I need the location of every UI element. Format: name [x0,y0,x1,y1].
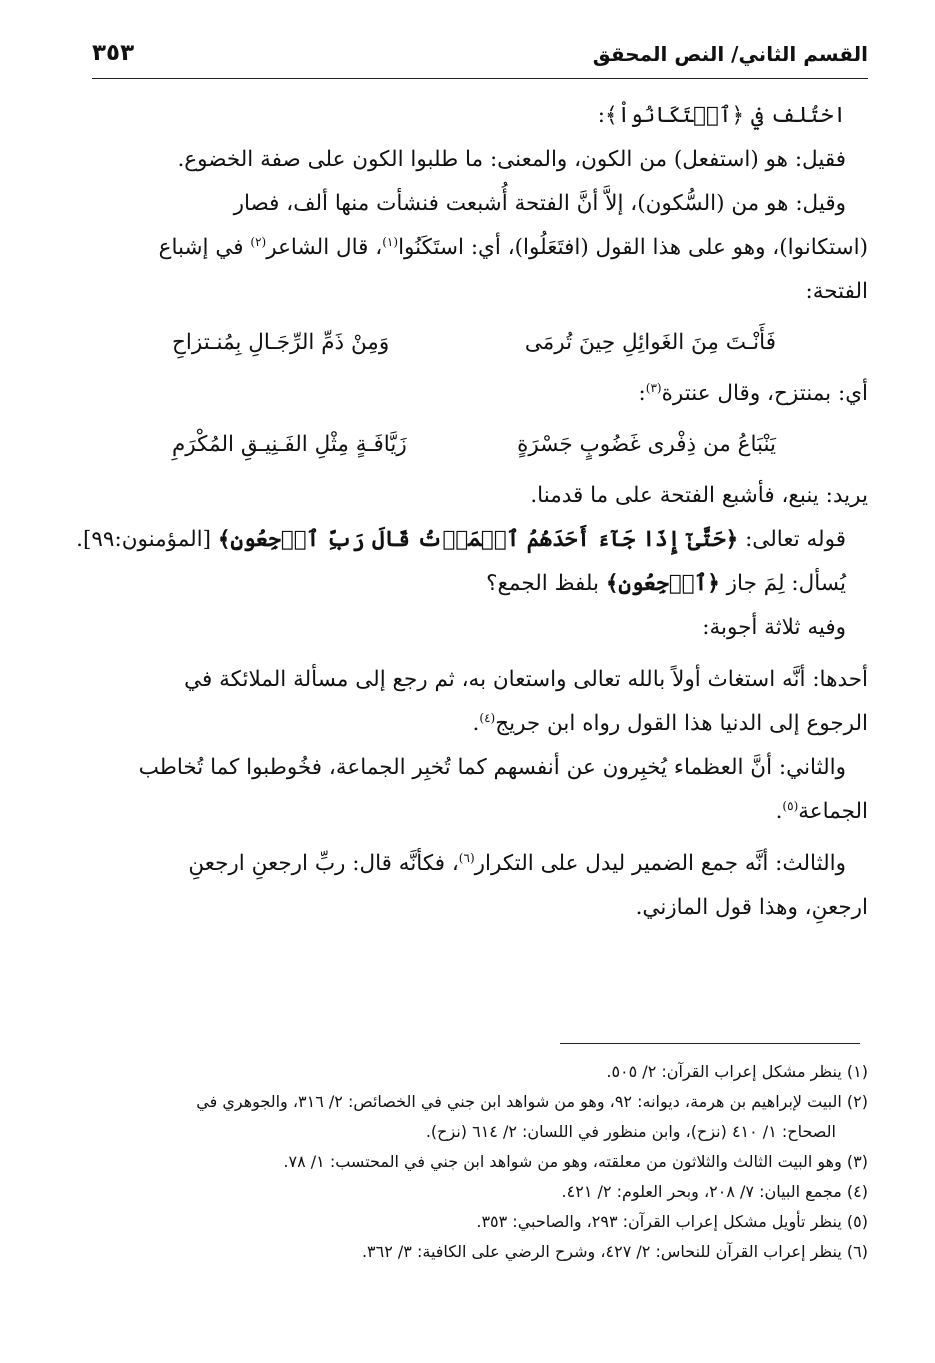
text-run: : [638,381,646,406]
footnote-2-line-2: الصحاح: ١/ ٤١٠ (نزح)، وابن منظور في اللسان: ٢/ ٦١٤ (نزح). [425,1122,836,1141]
paragraph-1: اختُلف في ﴿ٱسۡتَكَانُواْ﴾: [597,103,846,128]
paragraph-9-line-2 [92,702,868,746]
paragraph-7 [92,562,868,606]
text-run: بلفظ الجمع؟ [486,571,606,596]
paragraph-10-line-1: والثاني: أنَّ العظماء يُخبِرون عن أنفسهم كما تُخبِر الجماعة، فخُوطبوا كما تُخاطب [138,755,846,780]
footnote-6: (٦) ينظر إعراب القرآن للنحاس: ٢/ ٤٢٧، وشرح الرضي على الكافية: ٣/ ٣٦٢. [361,1242,868,1261]
text-run: يُسأل: لِمَ جاز [719,571,846,596]
page-header [92,38,868,79]
text-run: (استكانوا)، وهو على هذا القول (افتَعَلُوا)، أي: استَكَنُوا [398,235,868,260]
paragraph-10-line-2 [92,790,868,834]
paragraph-2: فقيل: هو (استفعل) من الكون، والمعنى: ما طلبوا الكون على صفة الخضوع. [177,147,846,172]
paragraph-11-line-1 [92,842,868,886]
paragraph-8: وفيه ثلاثة أجوبة: [702,615,846,640]
verse-2-second-hemistich: زَيَّافَـةٍ مِثْلِ الفَـنِيـقِ المُكْرَمِ [172,432,407,457]
footnote-1: (١) ينظر مشكل إعراب القرآن: ٢/ ٥٠٥. [606,1062,868,1081]
text-run: والثالث: أنَّه جمع الضمير ليدل على التكرار [474,851,846,876]
text-run: . [472,711,480,736]
text-run: ، فكأنَّه قال: ربِّ ارجعنِ ارجعنِ [188,851,459,876]
text-run: قوله تعالى: [738,527,846,552]
paragraph-4 [92,372,868,416]
footnote-4: (٤) مجمع البيان: ٧/ ٢٠٨، وبحر العلوم: ٢/ ٤٢١. [561,1182,868,1201]
footnote-ref-1: (١) [382,234,399,249]
footnote-ref-3: (٣) [645,380,662,395]
paragraph-5: يريد: ينبع، فأشبع الفتحة على ما قدمنا. [530,483,868,508]
text-run: الرجوع إلى الدنيا هذا القول رواه ابن جريج [495,711,868,736]
footnote-2-line-1: (٢) البيت لإبراهيم بن هرمة، ديوانه: ٩٢، وهو من شواهد ابن جني في الخصائص: ٢/ ٣١٦، والجوهري في [196,1092,868,1111]
text-run: الجماعة [798,799,868,824]
paragraph-3-line-3: الفتحة: [805,279,868,304]
paragraph-3-line-1: وقيل: هو من (السُّكون)، إلاَّ أنَّ الفتحة أُشبعت فنشأت منها ألف، فصار [233,191,846,216]
running-title: القسم الثاني/ النص المحقق [592,42,868,66]
page-number: ٣٥٣ [92,40,135,66]
text-run: [المؤمنون:٩٩]. [76,527,218,552]
main-text [76,94,868,930]
verse-2 [92,416,868,474]
text-run: . [775,799,783,824]
paragraph-3-line-2 [92,226,868,270]
text-run: أي: بمنتزح، وقال عنترة [661,381,868,406]
verse-1 [92,314,868,372]
paragraph-11-line-2: ارجعنِ، وهذا قول المازني. [635,895,868,920]
footnote-ref-4: (٤) [479,710,496,725]
text-run: في إشباع [158,235,251,260]
footnote-3: (٣) وهو البيت الثالث والثلاثون من معلقته، وهو من شواهد ابن جني في المحتسب: ١/ ٧٨. [283,1152,868,1171]
footnotes [92,1057,868,1267]
text-run: ، قال الشاعر [266,235,383,260]
quran-quote: ﴿ٱرۡجِعُونِ﴾ [605,571,720,596]
verse-1-second-hemistich: وَمِنْ ذَمِّ الرِّجَـالِ بِمُنـتزاحِ [172,330,390,355]
footnote-ref-5: (٥) [782,798,799,813]
paragraph-9-line-1: أحدها: أنَّه استغاث أولاً بالله تعالى واستعان به، ثم رجع إلى مسألة الملائكة في [184,667,868,692]
paragraph-6 [76,518,868,562]
quran-quote: ﴿حَتَّىٰٓ إِذَا جَآءَ أَحَدَهُمُ ٱلۡمَوۡتُ قَالَ رَبِّ ٱرۡجِعُونِ﴾ [217,527,739,552]
footnote-ref-6: (٦) [458,850,475,865]
footnote-5: (٥) ينظر تأويل مشكل إعراب القرآن: ٢٩٣، والصاحبي: ٣٥٣. [476,1212,868,1231]
verse-2-first-hemistich: يَنْبَاعُ من ذِفْرى غَضُوبٍ جَسْرَةٍ [517,432,776,457]
verse-1-first-hemistich: فَأَنْـتَ مِنَ الغَوائِلِ حِينَ تُرمَى [524,330,776,355]
footnote-separator [560,1043,860,1044]
footnote-ref-2: (٢) [250,234,267,249]
